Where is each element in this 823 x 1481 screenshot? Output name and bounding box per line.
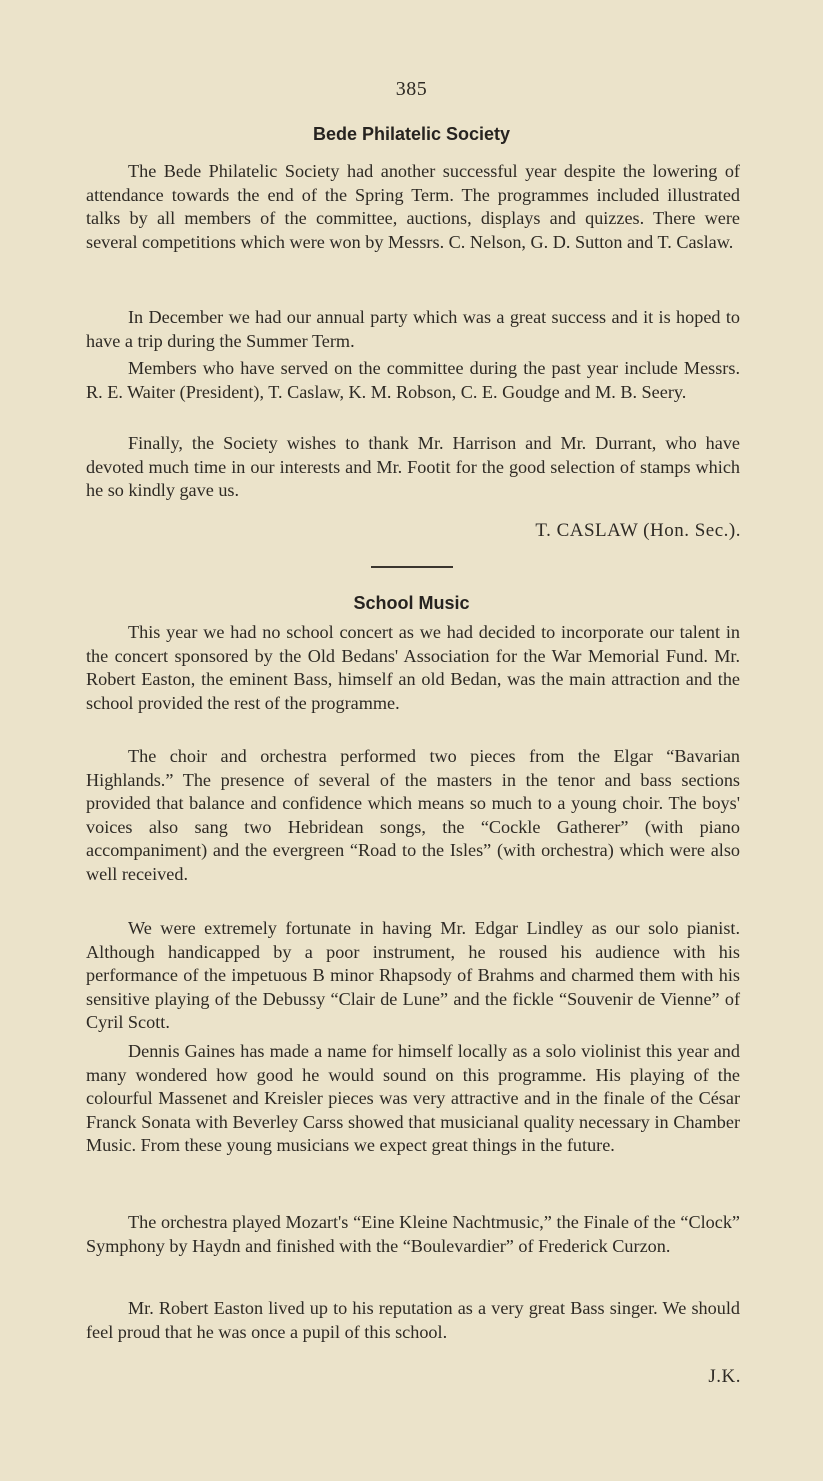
paragraph: In December we had our annual party which was a great success and it is hoped to have a trip during the Summer Term.	[86, 307, 740, 351]
paragraph: We were extremely fortunate in having Mr. Edgar Lindley as our solo pianist. Although handicapped by a poor instrument, he roused his audience with his performance of the impetuous B minor Rhapsody of Brahms and charmed them with his sensitive playing of the Debussy “Clair de Lune” and the fickle “Souvenir de Vienne” of Cyril Scott.	[86, 918, 740, 1033]
paragraph: Members who have served on the committee during the past year include Messrs. R. E. Waiter (President), T. Caslaw, K. M. Robson, C. E. Goudge and M. B. Seery.	[86, 358, 740, 402]
paragraph: This year we had no school concert as we had decided to incorporate our talent in the concert sponsored by the Old Bedans' Association for the War Memorial Fund. Mr. Robert Easton, the eminent Bass, himself an old Bedan, was the main attraction and the school provided the rest of the programme.	[86, 622, 740, 713]
signature: T. CASLAW (Hon. Sec.).	[535, 520, 741, 541]
paragraph: Mr. Robert Easton lived up to his reputation as a very great Bass singer. We should feel proud that he was once a pupil of this school.	[86, 1298, 740, 1342]
paragraph: Finally, the Society wishes to thank Mr. Harrison and Mr. Durrant, who have devoted much time in our interests and Mr. Footit for the good selection of stamps which he so kindly gave us.	[86, 433, 740, 501]
paragraph: The Bede Philatelic Society had another successful year despite the lowering of attendance towards the end of the Spring Term. The programmes included illustrated talks by all members of the committee, auctions, displays and quizzes. There were several competitions which were won by Messrs. C. Nelson, G. D. Sutton and T. Caslaw.	[86, 161, 740, 252]
paragraph: Dennis Gaines has made a name for himself locally as a solo violinist this year and many wondered how good he would sound on this programme. His playing of the colourful Massenet and Kreisler pieces was very attractive and in the finale of the César Franck Sonata with Beverley Carss showed that musicianal quality necessary in Chamber Music. From these young musicians we expect great things in the future.	[86, 1041, 740, 1156]
paragraph: The orchestra played Mozart's “Eine Kleine Nachtmusic,” the Finale of the “Clock” Symphony by Haydn and finished with the “Boulevardier” of Frederick Curzon.	[86, 1212, 740, 1256]
section-title-music: School Music	[353, 593, 470, 613]
section-title-philatelic: Bede Philatelic Society	[312, 124, 511, 144]
page-number: 385	[395, 78, 428, 100]
paragraph: The choir and orchestra performed two pieces from the Elgar “Bavarian Highlands.” The presence of several of the masters in the tenor and bass sections provided that balance and confidence which means so much to a young choir. The boys' voices also sang two Hebridean songs, the “Cockle Gatherer” (with piano accompaniment) and the evergreen “Road to the Isles” (with orchestra) which were also well received.	[86, 746, 740, 884]
signature: J.K.	[708, 1366, 741, 1387]
section-divider	[371, 566, 453, 568]
